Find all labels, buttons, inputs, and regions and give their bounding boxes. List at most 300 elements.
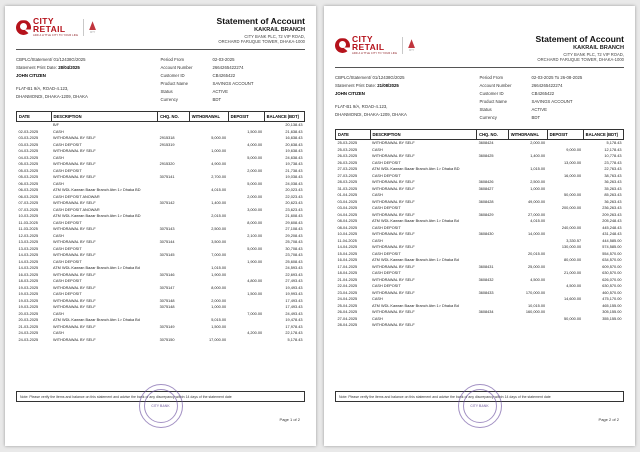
statement-print-date-page2 (335, 82, 480, 90)
cell-date: 28-04-2025 (337, 323, 358, 328)
document-header-page2 (335, 34, 624, 62)
status-value: ACTIVE (212, 88, 229, 94)
column-header-date: DATE (17, 111, 52, 121)
logo-tagline: ADD A LITTLE CITY TO YOUR LIFE (33, 34, 79, 38)
cell-cheque (477, 322, 509, 329)
cell-description: CASH DEPOSIT (372, 173, 401, 178)
cell-deposit: 1,900.00 (247, 259, 263, 264)
cell-date: 06-03-2025 (18, 188, 39, 193)
cell-description: WITHDRAWAL BY SELF (372, 186, 415, 191)
cell-description: CASH (53, 311, 64, 316)
cell-withdrawal: 25,000.00 (528, 264, 546, 269)
product-name-label-page2: Product Name (479, 99, 507, 105)
header-divider (16, 49, 305, 50)
cell-date: 21-03-2025 (18, 324, 39, 329)
cell-deposit: 240,000.00 (561, 225, 582, 230)
cell-balance: 355,155.00 (602, 316, 622, 321)
cell-date: 22-04-2025 (337, 284, 358, 289)
cell-cheque: 3075147 (159, 285, 175, 290)
cell-withdrawal: 1,400.00 (211, 201, 227, 206)
cell-deposit (228, 337, 264, 344)
logo-line2: RETAIL (33, 23, 66, 34)
cell-balance: 22,178.43 (285, 331, 303, 336)
cell-cheque: 3608427 (478, 186, 494, 191)
customer-name: JOHN CITIZEN (16, 73, 46, 79)
cell-withdrawal: 5,000.00 (211, 136, 227, 141)
cell-balance: 465,155.00 (602, 303, 622, 308)
cell-description: WITHDRAWAL BY SELF (372, 154, 415, 159)
cell-balance: 29,208.43 (285, 233, 303, 238)
cell-date: 05-03-2025 (18, 168, 39, 173)
cell-cheque: 2915320 (159, 162, 175, 167)
column-header-date: DATE (336, 129, 371, 139)
cell-cheque: 3075142 (159, 201, 175, 206)
cell-cheque: 3075141 (159, 175, 175, 180)
cell-deposit: 5,000.00 (247, 246, 263, 251)
account-details-page2 (480, 74, 625, 122)
customer-address-line2: DHANMONDI, DHAKA-1209, DHAKA (16, 93, 88, 99)
cell-withdrawal: 1,015.00 (530, 167, 546, 172)
cell-date: 16-03-2025 (18, 272, 39, 277)
cell-description: CASH (372, 238, 383, 243)
cell-deposit: 4,000.00 (247, 142, 263, 147)
product-name-label: Product Name (160, 81, 188, 87)
cell-deposit: 3,330.57 (566, 238, 582, 243)
customer-info (16, 56, 161, 104)
cell-balance: 22,023.43 (285, 194, 303, 199)
cell-description: CASH (372, 193, 383, 198)
page-title-page2: Statement of Account (535, 34, 624, 44)
cell-balance: 24,593.43 (285, 266, 303, 271)
cell-balance: 630,570.00 (602, 284, 622, 289)
cell-description: CASH DEPOSIT (372, 284, 401, 289)
cell-date: 24-03-2025 (18, 331, 39, 336)
cell-deposit: 50,000.00 (564, 193, 582, 198)
cell-description: WITHDRAWAL BY SELF (53, 253, 96, 258)
partner-logo-label: CITY (408, 49, 415, 53)
cell-date: 01-04-2025 (337, 193, 358, 198)
cell-balance: 24,638.43 (285, 155, 303, 160)
footer-note-page2: Note: Please verify the items and balance on this statement and advise the bank of any discrepancy within 14 days of the statement date (335, 391, 624, 402)
cell-date: 10-03-2025 (18, 214, 39, 219)
cell-date: 14-03-2025 (18, 259, 39, 264)
cell-withdrawal: 5,015.00 (211, 318, 227, 323)
cell-description: WITHDRAWAL BY SELF (372, 199, 415, 204)
cell-withdrawal: 3,500.00 (211, 240, 227, 245)
cell-withdrawal: 7,000.00 (211, 253, 227, 258)
cell-description: ATM WDL Kawran Bazar Branch Atm 1> Dhaka BD (372, 167, 460, 172)
print-date-value-page2: 21/08/2025 (377, 83, 399, 89)
cell-description: ATM WDL Kawran Bazar Branch Atm 1> Dhaka Bd (372, 219, 459, 224)
cell-description: CASH DEPOSIT (372, 206, 401, 211)
cell-withdrawal: 1,015.00 (211, 266, 227, 271)
stamp-text: CITY BANK (470, 403, 489, 408)
cell-description: WITHDRAWAL BY SELF (372, 277, 415, 282)
logo-line1: CITY (33, 16, 54, 26)
cell-date: 02-03-2025 (18, 129, 39, 134)
cell-balance: 554,570.00 (602, 251, 622, 256)
cell-withdrawal: 160,000.00 (525, 310, 546, 315)
cell-deposit: 4,200.00 (247, 331, 263, 336)
cell-description: ATM WDL Kawran Bazar Branch Atm 1> Dhaka BD (53, 214, 141, 219)
print-date-label-page2: Statement Print Date: (335, 83, 377, 89)
cell-balance: 630,570.00 (602, 271, 622, 276)
cell-balance: 23,623.43 (285, 207, 303, 212)
cell-description: CASH DEPOSIT (53, 168, 82, 173)
table-body-page1 (17, 122, 305, 344)
cell-date: 18-03-2025 (18, 279, 39, 284)
column-header-cheque: CHQ. NO. (158, 111, 190, 121)
cell-withdrawal: 1,500.00 (211, 324, 227, 329)
cell-cheque: 3608425 (478, 154, 494, 159)
cell-balance (583, 322, 623, 329)
table-header-row-page2 (336, 129, 624, 139)
logo-divider (83, 19, 84, 36)
cell-date: 05-03-2025 (18, 175, 39, 180)
table-row (336, 322, 624, 329)
cell-date: 03-03-2025 (18, 142, 39, 147)
cell-balance: 19,493.43 (285, 285, 303, 290)
cell-balance: 19,993.43 (285, 292, 303, 297)
cell-description: WITHDRAWAL BY SELF (372, 290, 415, 295)
cell-description: CASH (53, 181, 64, 186)
customer-id-value: CB4265422 (212, 73, 236, 79)
cell-date: 03-03-2025 (18, 136, 39, 141)
customer-name-page2: JOHN CITIZEN (335, 91, 365, 97)
table-body-page2 (336, 140, 624, 329)
cell-cheque: 3075150 (159, 337, 175, 342)
cell-description: WITHDRAWAL BY SELF (372, 141, 415, 146)
cell-deposit: 21,000.00 (564, 271, 582, 276)
cell-cheque: 3608428 (478, 199, 494, 204)
cell-cheque: 3075148 (159, 298, 175, 303)
table-row (17, 337, 305, 344)
cell-deposit: 5,000.00 (247, 181, 263, 186)
cell-description: CASH DEPOSIT (372, 251, 401, 256)
statement-page-1 (5, 6, 316, 446)
cell-deposit: 130,000.00 (561, 245, 582, 250)
partner-logo-icon (408, 39, 415, 52)
cell-date: 05-03-2025 (18, 162, 39, 167)
customer-address-line2-page2: DHANMONDI, DHAKA-1209, DHAKA (335, 111, 407, 117)
cell-deposit (547, 140, 583, 147)
logo-tagline: ADD A LITTLE CITY TO YOUR LIFE (352, 52, 398, 56)
cell-withdrawal: 2,500.00 (211, 227, 227, 232)
cell-balance: 21,738.43 (285, 168, 303, 173)
cell-description: ATM WDL Kawran Bazar Branch Atm 1> Dhaka Bd (372, 258, 459, 263)
cell-balance: 30,708.43 (285, 246, 303, 251)
cell-balance: 444,585.00 (602, 238, 622, 243)
cell-balance: 17,493.43 (285, 305, 303, 310)
cell-balance: 209,263.43 (602, 212, 622, 217)
cell-description: CASH (53, 129, 64, 134)
cell-withdrawal: 4,500.00 (530, 277, 546, 282)
footer-note-page1: Note: Please verify the items and balance on this statement and advise the bank of any discrepancy within 14 days of the statement date (16, 391, 305, 402)
cell-balance: 85,263.43 (604, 193, 622, 198)
print-date-label: Statement Print Date: (16, 65, 58, 71)
cell-description: CASH DEPOSIT (53, 259, 82, 264)
column-header-cheque: CHQ. NO. (477, 129, 509, 139)
customer-address-line1-page2: FLAT-B1 9/A, ROAD-4.123, (335, 104, 388, 110)
cell-balance: 27,493.43 (285, 279, 303, 284)
cell-date: 12-03-2025 (18, 233, 39, 238)
cell-description: WITHDRAWAL BY SELF (372, 232, 415, 237)
cell-date: 24-04-2025 (337, 297, 358, 302)
cell-description: CASH (372, 297, 383, 302)
brand-logo (16, 16, 96, 38)
cell-description: CASH DEPOSIT (53, 279, 82, 284)
cell-deposit: 1,500.00 (247, 292, 263, 297)
cell-cheque: 3608429 (478, 212, 494, 217)
cell-description: WITHDRAWAL BY SELF (53, 272, 96, 277)
cell-date: 07-03-2025 (18, 207, 39, 212)
account-info-section (16, 56, 305, 104)
cell-cheque: 3608424 (478, 141, 494, 146)
cell-description: WITHDRAWAL BY SELF (372, 180, 415, 185)
cell-withdrawal: 1,900.00 (211, 272, 227, 277)
cell-date: 04-03-2025 (18, 149, 39, 154)
branch-name: KAKRAIL BRANCH (254, 26, 305, 33)
cell-date: 20-03-2025 (18, 318, 39, 323)
cell-balance: 20,638.43 (285, 142, 303, 147)
cell-date: 08-04-2025 (337, 219, 358, 224)
cell-description: CASH (53, 331, 64, 336)
table-header-row (17, 111, 305, 121)
cell-description: CASH (53, 155, 64, 160)
cell-description: CASH (372, 147, 383, 152)
cell-date: 26-03-2025 (337, 154, 358, 159)
cell-deposit: 2,000.00 (247, 168, 263, 173)
bank-address-line2: ORCHARD FARUQUE TOWER, DHAKA-1000 (218, 38, 305, 44)
currency-label: Currency (160, 96, 178, 102)
cell-withdrawal: 27,000.00 (528, 212, 546, 217)
cell-description: CASH DEPOSIT (53, 246, 82, 251)
cell-withdrawal: 1,000.00 (211, 149, 227, 154)
cell-description: WITHDRAWAL BY SELF (53, 227, 96, 232)
cell-cheque: 2915318 (159, 136, 175, 141)
customer-id-label: Customer ID (160, 73, 185, 79)
stamp-text: CITY BANK (151, 403, 170, 408)
cell-balance: 17,493.43 (285, 298, 303, 303)
cell-date: 28-03-2025 (337, 180, 358, 185)
cell-date: 27-03-2025 (337, 167, 358, 172)
cell-deposit: 7,000.00 (247, 311, 263, 316)
city-retail-logo-icon (335, 38, 350, 53)
cell-description: WITHDRAWAL BY SELF (53, 136, 96, 141)
cell-withdrawal: 8,000.00 (211, 285, 227, 290)
cell-date: 19-03-2025 (18, 305, 39, 310)
cell-deposit: 16,000.00 (564, 173, 582, 178)
cell-balance: 236,263.43 (602, 206, 622, 211)
cell-balance: 21,608.43 (285, 214, 303, 219)
cell-withdrawal (189, 122, 228, 129)
cell-deposit: 4,500.00 (566, 284, 582, 289)
cell-cheque: 3075143 (159, 227, 175, 232)
cell-description: CASH (53, 233, 64, 238)
cell-deposit: 8,000.00 (247, 220, 263, 225)
cell-date: 14-03-2025 (18, 266, 39, 271)
cell-balance: 20,138.43 (285, 123, 303, 128)
statement-page-2 (324, 6, 635, 446)
column-header-deposit: DEPOSIT (228, 111, 264, 121)
cell-date: 16-04-2025 (337, 258, 358, 263)
cell-description: WITHDRAWAL BY SELF (372, 323, 415, 328)
status-label: Status (160, 88, 173, 94)
cell-date: 25-03-2025 (337, 147, 358, 152)
cell-date: 06-03-2025 (18, 181, 39, 186)
cell-balance: 634,570.00 (602, 258, 622, 263)
cell-balance: 12,178.43 (604, 147, 622, 152)
column-header-withdrawal: WITHDRAWAL (508, 129, 547, 139)
cell-date: 27-03-2025 (337, 173, 358, 178)
cell-deposit: 1,500.00 (247, 129, 263, 134)
cell-cheque: 3075146 (159, 272, 175, 277)
partner-logo-icon (89, 21, 96, 34)
cell-balance: 25,708.43 (285, 240, 303, 245)
cell-balance: 10,778.43 (604, 154, 622, 159)
bank-stamp-page1 (139, 384, 183, 428)
cell-description: CASH DEPOSIT (53, 292, 82, 297)
cell-balance: 27,108.43 (285, 227, 303, 232)
product-name-value: SAVINGS ACCOUNT (212, 81, 254, 87)
currency-value-page2: BDT (531, 114, 541, 120)
cell-date: 06-03-2025 (18, 194, 39, 199)
cell-balance: 17,978.43 (285, 324, 303, 329)
cell-withdrawal: 49,000.00 (528, 199, 546, 204)
customer-address-line1: FLAT-B1 9/A, ROAD-4.123, (16, 86, 69, 92)
cell-deposit: 2,100.00 (247, 233, 263, 238)
cell-cheque: 3608430 (478, 232, 494, 237)
cell-description: CASH DEPOSIT ANOWAR (53, 207, 100, 212)
cell-balance: 574,585.00 (602, 245, 622, 250)
cell-withdrawal: 4,900.00 (211, 162, 227, 167)
cell-withdrawal: 2,000.00 (211, 298, 227, 303)
cell-deposit: 50,000.00 (564, 316, 582, 321)
cell-balance: 23,778.43 (604, 160, 622, 165)
bank-address-line1: CITY BANK PLC, 72 VIP ROAD, (244, 33, 305, 39)
cell-date: 04-03-2025 (18, 155, 39, 160)
cell-balance: 19,738.43 (285, 162, 303, 167)
cell-balance: 36,263.43 (604, 180, 622, 185)
cell-cheque: 3608433 (478, 290, 494, 295)
cell-date: 11-03-2025 (18, 227, 38, 232)
cell-balance: 19,478.43 (285, 318, 303, 323)
cell-date: 04-04-2025 (337, 212, 358, 217)
cell-date: 19-03-2025 (18, 285, 39, 290)
cell-withdrawal: 1,400.00 (530, 154, 546, 159)
period-from-label: Period From (160, 57, 185, 63)
cell-description: WITHDRAWAL BY SELF (372, 264, 415, 269)
cell-description: CASH DEPOSIT (372, 271, 401, 276)
page-number-page2: Page 2 of 2 (598, 417, 619, 422)
cell-description: ATM WDL Kawran Bazar Branch Atm 1> Dhaka Bd (372, 303, 459, 308)
cell-date: 14-04-2025 (337, 245, 358, 250)
column-header-description: DESCRIPTION (51, 111, 158, 121)
logo-line1: CITY (352, 34, 373, 44)
cell-date: 26-04-2025 (337, 310, 358, 315)
cell-description: ATM WDL Kawran Bazar Branch Atm 1> Dhaka Bd (53, 318, 140, 323)
cell-description: CASH DEPOSIT ANOWAR (53, 194, 100, 199)
cell-date: 25-03-2025 (337, 141, 358, 146)
account-number-value-page2: 2664265422274 (531, 83, 563, 89)
cell-withdrawal: 4,015.00 (211, 188, 227, 193)
cell-withdrawal: 1,000.00 (530, 186, 546, 191)
cell-balance: 24,493.43 (285, 311, 303, 316)
cell-balance: 24,038.43 (285, 181, 303, 186)
cell-withdrawal: 2,000.00 (530, 141, 546, 146)
page-number-page1: Page 1 of 2 (279, 417, 300, 422)
currency-label-page2: Currency (479, 114, 497, 120)
customer-id-label-page2: Customer ID (479, 91, 504, 97)
cell-withdrawal: 20,015.00 (528, 251, 546, 256)
column-header-balance: BALANCE (BDT) (264, 111, 304, 121)
cell-balance: 23,708.43 (285, 253, 303, 258)
cell-balance: 5,178.43 (606, 141, 622, 146)
cell-cheque: 2915319 (159, 142, 175, 147)
table-row (336, 140, 624, 147)
period-from-value: 02-03-2025 (212, 57, 235, 63)
cell-description: WITHDRAWAL BY SELF (53, 240, 96, 245)
account-number-label-page2: Account Number (479, 83, 512, 89)
cell-description: WITHDRAWAL BY SELF (53, 162, 96, 167)
cell-deposit: 80,000.00 (564, 258, 582, 263)
transactions-table-page1 (16, 111, 305, 343)
cell-date: 19-03-2025 (18, 292, 39, 297)
cell-description: CASH DEPOSIT (53, 142, 82, 147)
cell-date: 11-03-2025 (18, 220, 38, 225)
cell-deposit: 13,000.00 (564, 160, 582, 165)
cell-balance: 22,693.43 (285, 272, 303, 277)
account-info-section-page2 (335, 74, 624, 122)
cell-date: 20-03-2025 (18, 311, 39, 316)
cell-balance: 445,248.43 (602, 225, 622, 230)
transactions-table-page2 (335, 129, 624, 329)
cell-balance: 205,248.43 (602, 219, 622, 224)
cell-balance: 38,763.43 (604, 173, 622, 178)
page-title: Statement of Account (216, 16, 305, 26)
cell-withdrawal: 17,000.00 (209, 337, 227, 342)
status-value-page2: ACTIVE (531, 106, 548, 112)
cell-description: WITHDRAWAL BY SELF (53, 337, 96, 342)
cell-balance: 5,178.43 (287, 337, 303, 342)
cell-cheque: 3075145 (159, 253, 175, 258)
header-divider-page2 (335, 67, 624, 68)
cell-description: WITHDRAWAL BY SELF (53, 201, 96, 206)
logo-line2: RETAIL (352, 41, 385, 52)
cell-description: WITHDRAWAL BY SELF (53, 285, 96, 290)
cell-description: WITHDRAWAL BY SELF (372, 310, 415, 315)
cell-deposit: 14,600.00 (564, 297, 582, 302)
partner-logo-label: CITY (89, 31, 96, 35)
cell-date: 26-03-2025 (337, 160, 358, 165)
cell-date: 08-04-2025 (337, 225, 358, 230)
table-row (17, 122, 305, 129)
cell-date: 11-04-2025 (337, 238, 357, 243)
cell-date: 17-04-2025 (337, 264, 358, 269)
cell-date: 21-04-2025 (337, 277, 358, 282)
cell-date: 03-04-2025 (337, 206, 358, 211)
account-number-value: 2664265422274 (212, 65, 244, 71)
cell-deposit: 9,000.00 (566, 147, 582, 152)
statement-reference: CBPLC/Statement/ 01/12438G/2025 (16, 57, 86, 63)
cell-balance: 19,038.43 (285, 175, 303, 180)
cell-cheque: 3608432 (478, 277, 494, 282)
document-header (16, 16, 305, 44)
cell-date: 19-03-2025 (18, 298, 39, 303)
period-from-value-page2: 02-03-2025 To 26-08-2025 (531, 75, 583, 81)
cell-deposit: 5,000.00 (247, 155, 263, 160)
cell-balance: 20,623.43 (285, 201, 303, 206)
